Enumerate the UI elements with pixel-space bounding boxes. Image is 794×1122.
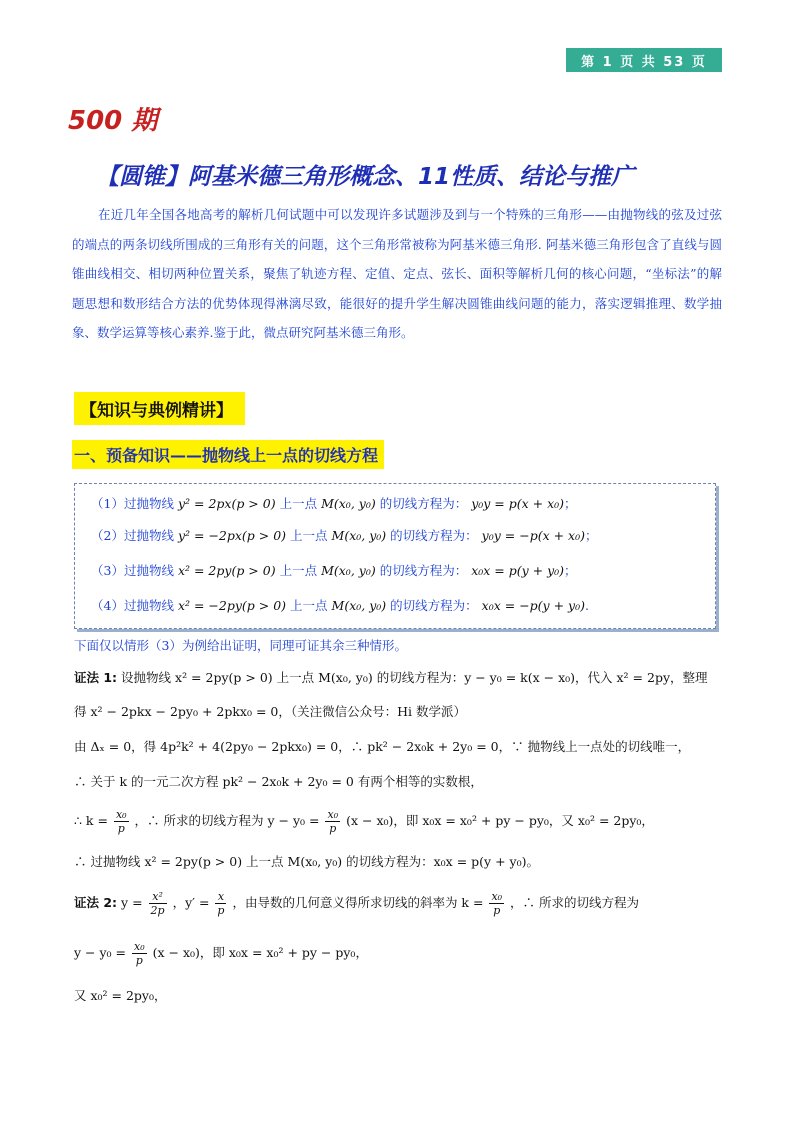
formula-mid: 上一点 <box>279 563 318 578</box>
formula-curve: x² = 2py(p > 0) <box>177 563 276 578</box>
proof1-line <box>74 808 654 835</box>
fraction <box>489 890 504 917</box>
formula-curve: x² = −2py(p > 0) <box>177 598 287 613</box>
formula-curve: y² = −2px(p > 0) <box>177 528 287 543</box>
proof2-text: ，y′ = <box>172 895 210 910</box>
proof1-line: ∴ 过抛物线 x² = 2py(p > 0) 上一点 M(x₀, y₀) 的切线方程为：x₀x = p(y + y₀)。 <box>74 854 539 869</box>
formula-prefix: （2）过抛物线 <box>91 528 174 543</box>
fraction-numerator: x₀ <box>134 940 145 953</box>
formula-equation: y₀y = p(x + x₀) <box>471 496 565 511</box>
formula-row <box>91 561 577 579</box>
formula-row <box>91 494 577 512</box>
proof2-text: y − y₀ = <box>74 945 127 960</box>
proof2-text: (x − x₀)，即 x₀x = x₀² + py − py₀， <box>152 945 368 960</box>
proof2-label: 证法 2: <box>74 895 118 910</box>
fraction-numerator: x² <box>149 890 167 904</box>
fraction-numerator: x₀ <box>327 808 339 821</box>
fraction <box>114 808 129 835</box>
proof1-text: ，∴ 所求的切线方程为 y − y₀ = <box>134 813 320 828</box>
formula-row <box>91 526 598 544</box>
formula-equation: y₀y = −p(x + x₀) <box>481 528 585 543</box>
fraction-denominator: p <box>329 822 337 835</box>
proof2-line: 又 x₀² = 2py₀， <box>74 988 167 1003</box>
fraction-denominator: p <box>217 904 225 917</box>
formula-point: M(x₀, y₀) <box>331 528 387 543</box>
formula-suffix: 的切线方程为： <box>379 496 468 511</box>
proof2-text: y = <box>121 895 143 910</box>
fraction-numerator: x₀ <box>491 890 503 903</box>
proof-note: 下面仅以情形（3）为例给出证明，同理可证其余三种情形。 <box>74 638 407 653</box>
formula-prefix: （3）过抛物线 <box>91 563 174 578</box>
fraction <box>132 940 147 967</box>
formula-end: ； <box>564 563 577 578</box>
formula-suffix: 的切线方程为： <box>390 598 478 613</box>
section-heading: 【知识与典例精讲】 <box>74 392 245 425</box>
formula-point: M(x₀, y₀) <box>321 563 376 578</box>
formula-point: M(x₀, y₀) <box>321 496 376 511</box>
document-title: 【圆锥】阿基米德三角形概念、11性质、结论与推广 <box>96 164 635 190</box>
subsection-heading: 一、预备知识——抛物线上一点的切线方程 <box>72 440 384 469</box>
formula-suffix: 的切线方程为： <box>379 563 468 578</box>
formula-end: . <box>585 598 589 613</box>
proof1-line: ∴ 关于 k 的一元二次方程 pk² − 2x₀k + 2y₀ = 0 有两个相等的实数根， <box>74 774 483 789</box>
formula-mid: 上一点 <box>279 496 318 511</box>
formula-point: M(x₀, y₀) <box>331 598 387 613</box>
fraction-denominator: p <box>493 904 501 917</box>
proof2-line <box>74 940 368 967</box>
proof2-text: ，由导数的几何意义得所求切线的斜率为 k = <box>232 895 484 910</box>
fraction-denominator: p <box>117 822 125 835</box>
issue-number: 500 期 <box>68 106 158 136</box>
fraction <box>325 808 340 835</box>
fraction-denominator: p <box>135 954 143 967</box>
proof1-text: ∴ k = <box>74 813 108 828</box>
formula-end: ； <box>564 496 577 511</box>
formula-prefix: （1）过抛物线 <box>91 496 174 511</box>
formula-equation: x₀x = −p(y + y₀) <box>481 598 585 613</box>
formula-mid: 上一点 <box>290 528 328 543</box>
proof1-line <box>74 668 708 686</box>
fraction-denominator: 2p <box>150 904 165 917</box>
formula-row <box>91 596 589 614</box>
formula-suffix: 的切线方程为： <box>390 528 478 543</box>
proof2-text: ，∴ 所求的切线方程为 <box>510 895 640 910</box>
formula-equation: x₀x = p(y + y₀) <box>471 563 565 578</box>
fraction-numerator: x₀ <box>115 808 127 821</box>
page-number-badge: 第 1 页 共 53 页 <box>566 48 722 72</box>
proof1-text: (x − x₀)，即 x₀x = x₀² + py − py₀，又 x₀² = 2py₀， <box>346 813 654 828</box>
formula-mid: 上一点 <box>290 598 328 613</box>
fraction <box>149 890 167 917</box>
proof1-text: 设抛物线 x² = 2py(p > 0) 上一点 M(x₀, y₀) 的切线方程为：y − y₀ = k(x − x₀)，代入 x² = 2py，整理 <box>121 670 708 685</box>
fraction <box>215 890 226 917</box>
formula-curve: y² = 2px(p > 0) <box>177 496 276 511</box>
proof2-line <box>74 890 639 917</box>
formula-prefix: （4）过抛物线 <box>91 598 174 613</box>
proof1-line: 得 x² − 2pkx − 2py₀ + 2pkx₀ = 0，（关注微信公众号：Hi 数学派） <box>74 704 466 719</box>
fraction-numerator: x <box>215 890 226 904</box>
intro-paragraph: 在近几年全国各地高考的解析几何试题中可以发现许多试题涉及到与一个特殊的三角形——由抛物线的弦及过弦的端点的两条切线所围成的三角形有关的问题，这个三角形常被称为阿基米德三角形. 阿基米德三角形包含了直线与圆锥曲线相交、相切两种位置关系，聚焦了轨迹方程、定值、定点、弦长、面积等解析几何的核心问题，“坐标法”的解题思想和数形结合方法的优势体现得淋漓尽致，能很好的提升学生解决圆锥曲线问题的能力，落实逻辑推理、数学抽象、数学运算等核心素养.鉴于此，微点研究阿基米德三角形。 <box>72 207 722 340</box>
formula-end: ； <box>585 528 598 543</box>
proof1-label: 证法 1: <box>74 670 118 685</box>
proof1-line: 由 Δₓ = 0，得 4p²k² + 4(2py₀ − 2pkx₀) = 0，∴ pk² − 2x₀k + 2y₀ = 0，∵ 抛物线上一点处的切线唯一， <box>74 739 691 754</box>
formula-box <box>74 483 716 629</box>
